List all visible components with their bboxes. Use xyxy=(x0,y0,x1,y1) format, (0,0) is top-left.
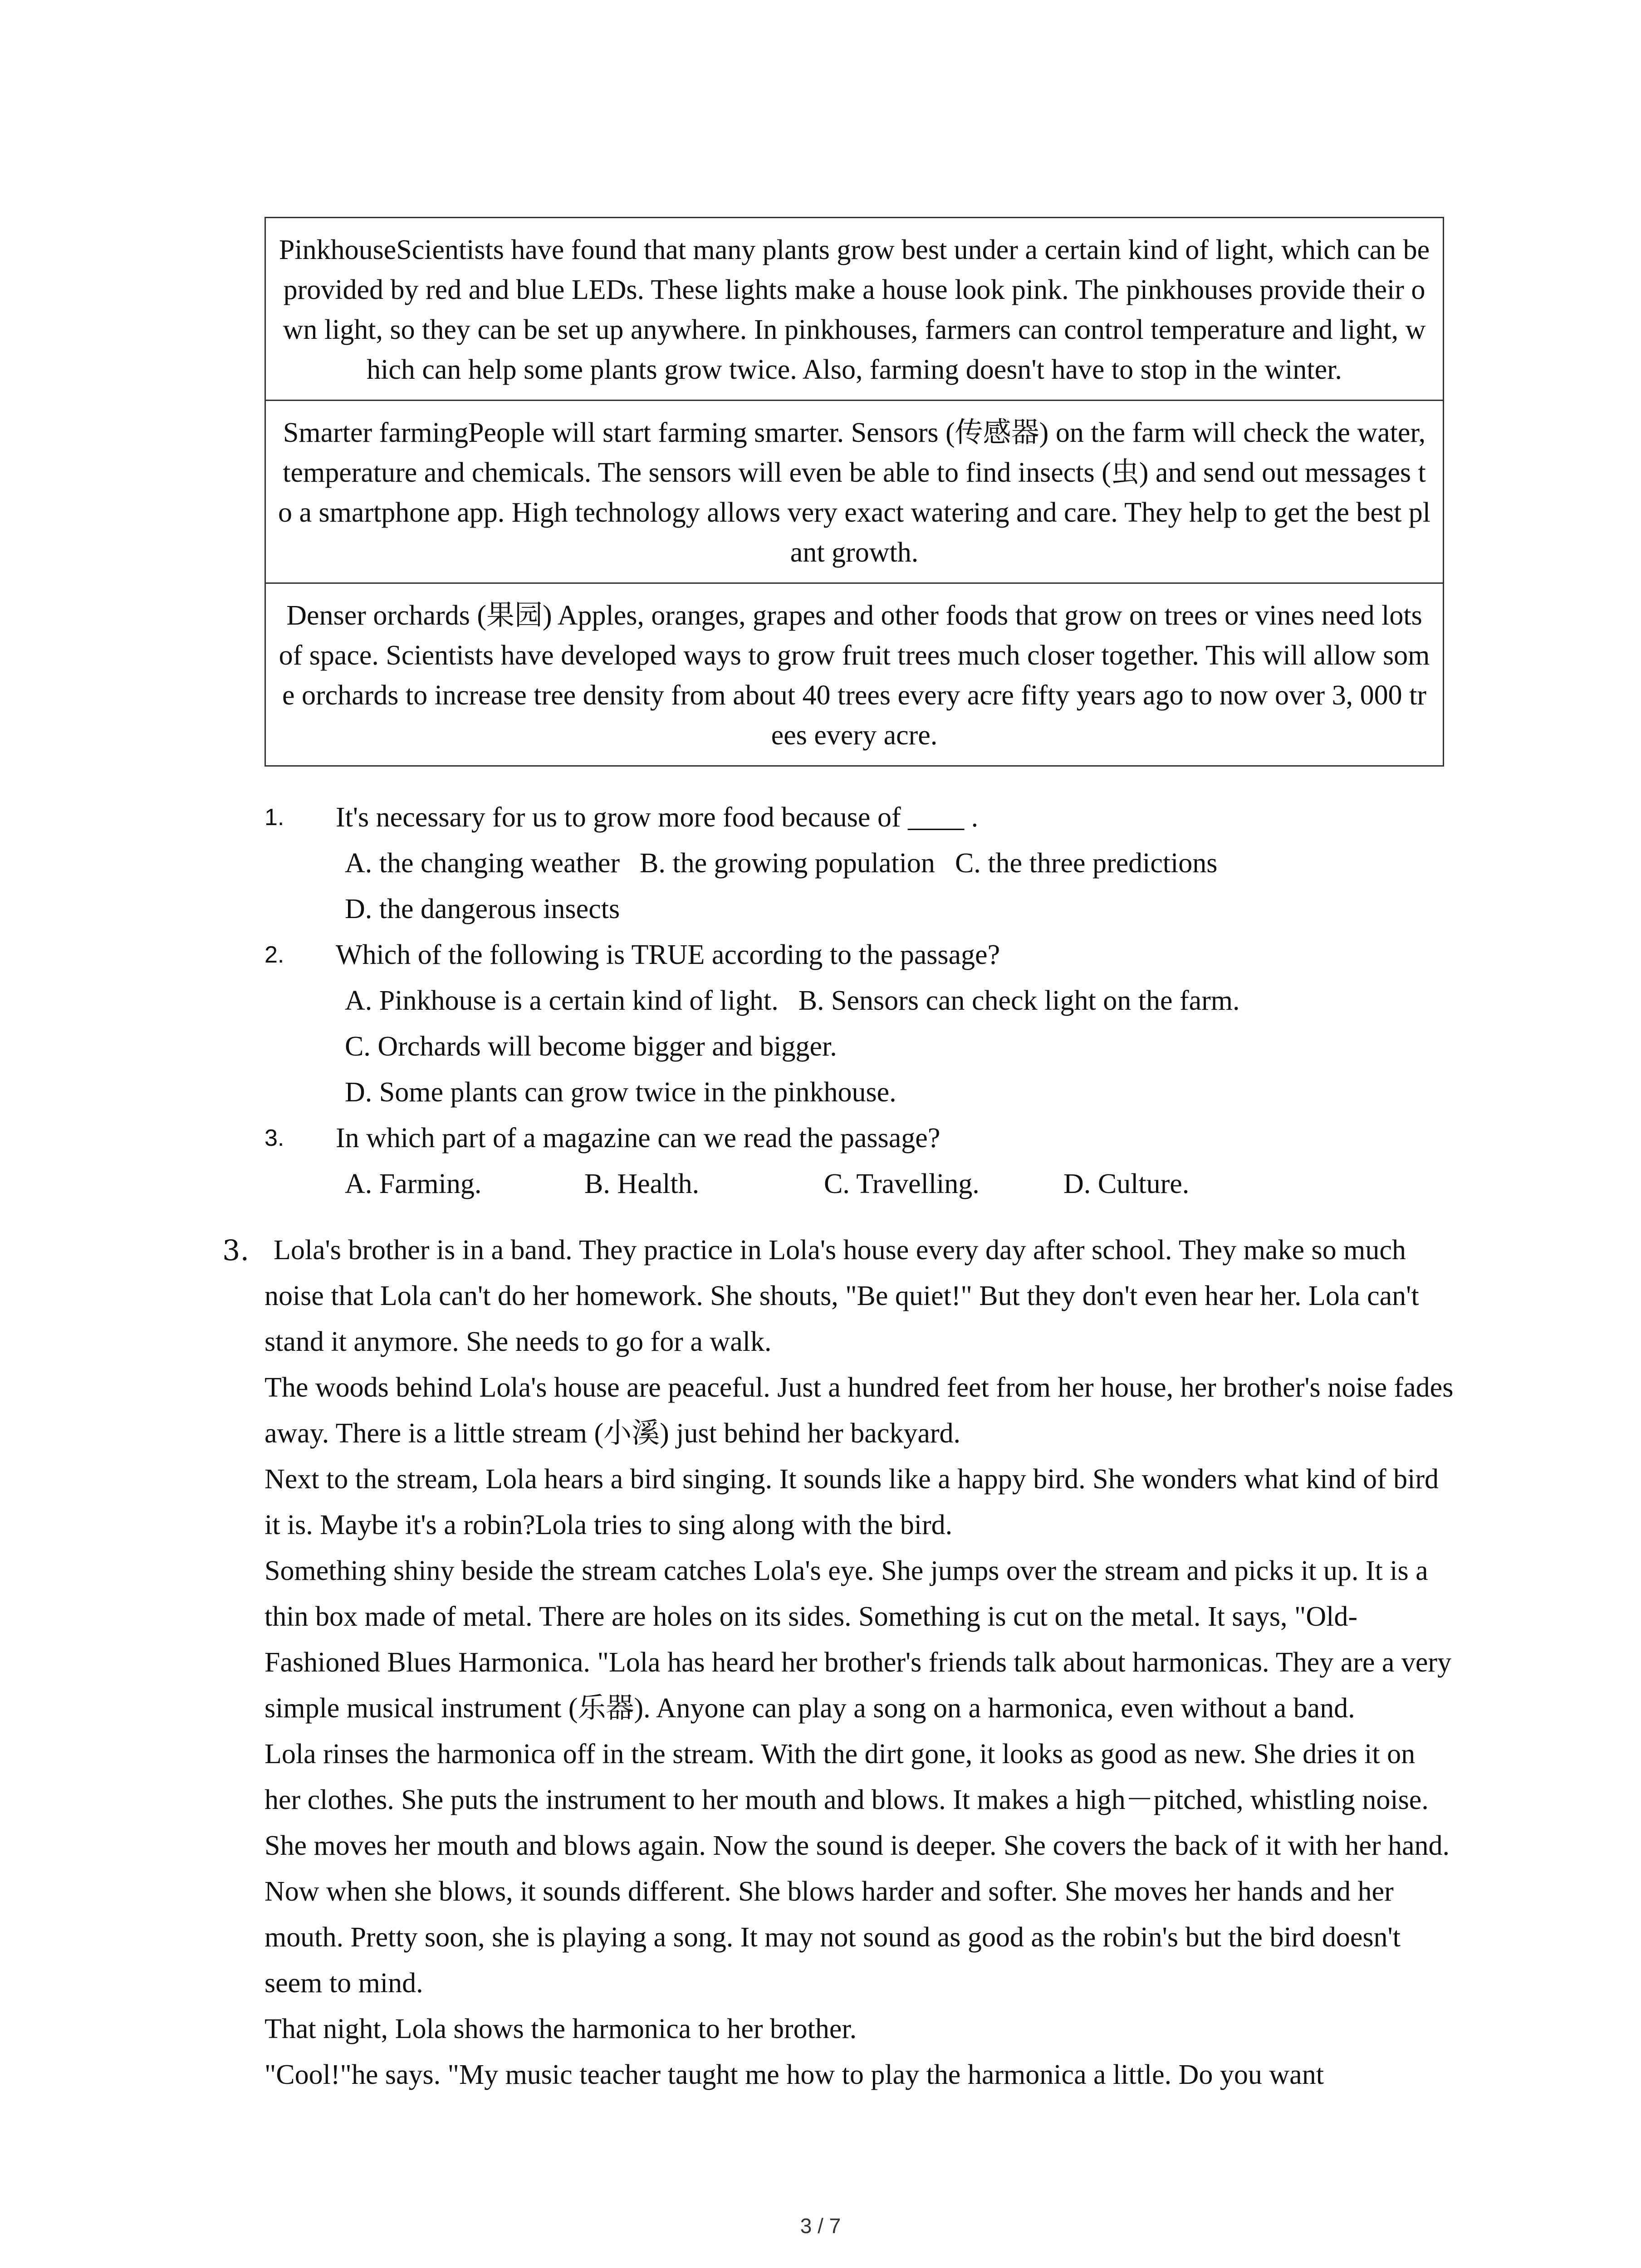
option-a: A. the changing weather xyxy=(345,848,620,879)
option-a: A. Farming. xyxy=(345,1168,482,1199)
table-row-pinkhouse: PinkhouseScientists have found that many plants grow best under a certain kind of light, which can be provided by red and blue LEDs. These lights make a house look pink. The pinkhouses provide their own light, so they can be set up anywhere. In pinkhouses, farmers can control temperature and light, which can help some plants grow twice. Also, farming doesn't have to stop in the winter. xyxy=(266,218,1443,401)
question-number: 2. xyxy=(265,942,284,968)
option-line xyxy=(345,1024,1444,1070)
option-line xyxy=(345,841,1444,886)
option-d: D. Culture. xyxy=(1063,1168,1190,1199)
question-list xyxy=(265,795,1444,1207)
passage-number: 3. xyxy=(222,1234,250,1267)
passage-paragraph: Lola rinses the harmonica off in the stream. With the dirt gone, it looks as good as new. She dries it on her clothes. She puts the instrument to her mouth and blows. It makes a high－pitched, whistling noise. She moves her mouth and blows again. Now the sound is deeper. She covers the back of it with her hand. Now when she blows, it sounds different. She blows harder and softer. She moves her hands and her mouth. Pretty soon, she is playing a song. It may not sound as good as the robin's but the bird doesn't seem to mind. xyxy=(265,1739,1450,1999)
question-number: 3. xyxy=(265,1125,284,1151)
passage-paragraph: "Cool!"he says. "My music teacher taught me how to play the harmonica a little. Do you want xyxy=(265,2059,1324,2090)
option-line xyxy=(345,886,1444,932)
question-1 xyxy=(265,795,1444,932)
option-line xyxy=(345,978,1444,1024)
option-b: B. the growing population xyxy=(639,848,935,879)
reading-passage xyxy=(222,1227,1456,2098)
option-a: A. Pinkhouse is a certain kind of light. xyxy=(345,985,779,1016)
question-number: 1. xyxy=(265,804,284,831)
option-line xyxy=(345,1070,1444,1115)
predictions-table xyxy=(265,217,1444,767)
passage-paragraph: The woods behind Lola's house are peaceful. Just a hundred feet from her house, her brother's noise fades away. There is a little stream (小溪) just behind her backyard. xyxy=(265,1372,1454,1449)
question-stem: It's necessary for us to grow more food because of ____ . xyxy=(336,802,979,833)
option-c: C. Travelling. xyxy=(824,1168,980,1199)
question-3 xyxy=(265,1115,1444,1207)
passage-paragraph: Something shiny beside the stream catches Lola's eye. She jumps over the stream and picks it up. It is a thin box made of metal. There are holes on its sides. Something is cut on the metal. It says, "Old-Fashioned Blues Harmonica. "Lola has heard her brother's friends talk about harmonicas. They are a very simple musical instrument (乐器). Anyone can play a song on a harmonica, even without a band. xyxy=(265,1555,1452,1724)
option-d: D. the dangerous insects xyxy=(345,894,620,924)
option-line xyxy=(345,1161,1444,1207)
option-b: B. Sensors can check light on the farm. xyxy=(798,985,1240,1016)
passage-paragraph: Lola's brother is in a band. They practice in Lola's house every day after school. They make so much noise that Lola can't do her homework. She shouts, "Be quiet!" But they don't even hear her. Lola can't stand it anymore. She needs to go for a walk. xyxy=(265,1235,1419,1357)
option-c: C. the three predictions xyxy=(955,848,1218,879)
option-d: D. Some plants can grow twice in the pinkhouse. xyxy=(345,1077,896,1108)
table-row-smarter-farming: Smarter farmingPeople will start farming smarter. Sensors (传感器) on the farm will check the water, temperature and chemicals. The sensors will even be able to find insects (虫) and send out messages to a smartphone app. High technology allows very exact watering and care. They help to get the best plant growth. xyxy=(266,401,1443,584)
question-stem: In which part of a magazine can we read the passage? xyxy=(336,1123,941,1154)
question-2 xyxy=(265,932,1444,1115)
question-stem: Which of the following is TRUE according to the passage? xyxy=(336,939,1000,970)
passage-paragraph: That night, Lola shows the harmonica to her brother. xyxy=(265,2014,857,2044)
passage-paragraph: Next to the stream, Lola hears a bird singing. It sounds like a happy bird. She wonders what kind of bird it is. Maybe it's a robin?Lola tries to sing along with the bird. xyxy=(265,1464,1439,1540)
option-b: B. Health. xyxy=(584,1168,700,1199)
page-number: 3 / 7 xyxy=(800,2214,841,2238)
option-c: C. Orchards will become bigger and bigger. xyxy=(345,1031,837,1062)
table-row-denser-orchards: Denser orchards (果园) Apples, oranges, grapes and other foods that grow on trees or vines need lots of space. Scientists have developed ways to grow fruit trees much closer together. This will allow some orchards to increase tree density from about 40 trees every acre fifty years ago to now over 3, 000 trees every acre. xyxy=(279,600,1430,751)
